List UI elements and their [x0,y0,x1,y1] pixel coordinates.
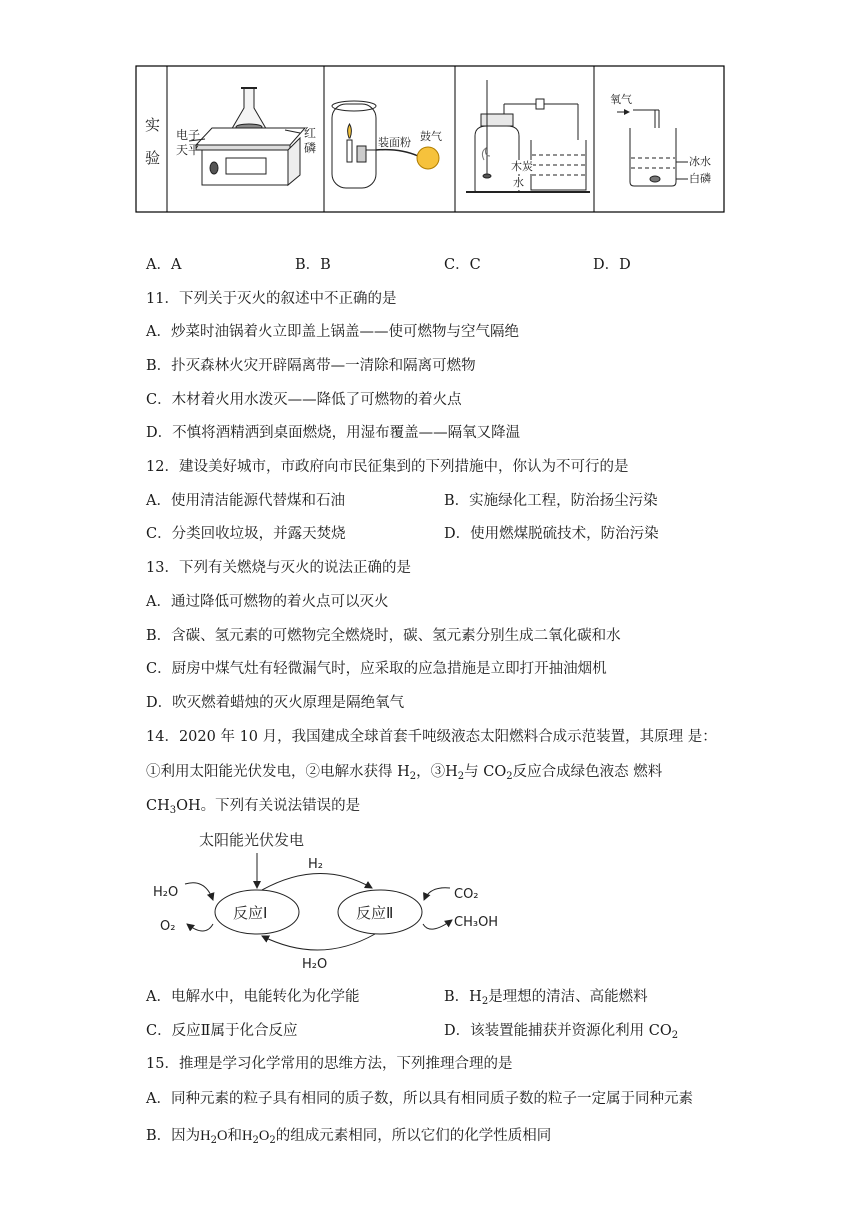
table-row-label: 验 [145,149,161,167]
q14-option-a[interactable]: A．电解水中，电能转化为化学能 [146,989,360,1005]
q13-stem: 13．下列有关燃烧与灭火的说法正确的是 [146,560,411,576]
q10-option-a[interactable]: A．A [146,257,182,273]
red-phosphorus-label: 磷 [304,141,317,155]
water-label: 水 [513,176,524,189]
balance-apparatus-figure [189,88,305,185]
q15-option-a[interactable]: A．同种元素的粒子具有相同的质子数，所以具有相同质子数的粒子一定属于同种元素 [146,1091,693,1107]
q13-option-b[interactable]: B．含碳、氢元素的可燃物完全燃烧时，碳、氢元素分别生成二氧化碳和水 [146,628,621,644]
q14-option-b[interactable]: B．$H_2$是理想的清洁、高能燃料 [444,989,648,1007]
q12-option-d[interactable]: D．使用燃煤脱硫技术，防治污染 [444,526,659,542]
balance-label: 电子 [176,128,201,142]
q15-option-b[interactable]: B．因为$H_2O$和$H_2O_2$的组成元素相同，所以它们的化学性质相同 [146,1128,552,1146]
q12-option-c[interactable]: C．分类回收垃圾，并露天焚烧 [146,526,346,542]
table-row-label: 实 [145,116,161,134]
diagram-h2-label: H₂ [308,857,323,872]
q14-option-d[interactable]: D．该装置能捕获并资源化利用 $CO_2$ [444,1023,679,1041]
q14-stem-line1: 14．2020 年 10 月，我国建成全球首套千吨级液态太阳燃料合成示范装置，其原理 是： [146,729,717,745]
q11-stem: 11．下列关于灭火的叙述中不正确的是 [146,291,397,307]
experiment-table [0,0,860,220]
diagram-reaction1: 反应Ⅰ [233,904,268,922]
phosphorus-icewater-figure [617,110,688,186]
q14-stem-line3: $CH_3OH$。下列有关说法错误的是 [146,798,361,816]
q15-stem: 15．推理是学习化学常用的思维方法，下列推理合理的是 [146,1056,513,1072]
ice-water-label: 冰水 [689,155,711,168]
q12-option-b[interactable]: B．实施绿化工程，防治扬尘污染 [444,493,658,509]
q10-option-c[interactable]: C．C [444,257,481,273]
charcoal-label: 木炭 [511,160,533,173]
balance-label: 天平 [176,143,201,157]
white-phosphorus-label: 白磷 [689,172,711,185]
q14-stem-line2: ①利用太阳能光伏发电，②电解水获得 $H_2$，$③H_2$与 $CO_2$反应合成绿色液态 燃料 [146,764,663,782]
diagram-co2-label: CO₂ [454,887,479,902]
diagram-o2-label: O₂ [160,919,176,934]
q13-option-d[interactable]: D．吹灭燃着蜡烛的灭火原理是隔绝氧气 [146,695,405,711]
q10-option-b[interactable]: B．B [295,257,331,273]
diagram-ch3oh-label: CH₃OH [454,915,499,930]
q12-option-a[interactable]: A．使用清洁能源代替煤和石油 [146,493,345,509]
q13-option-c[interactable]: C．厨房中煤气灶有轻微漏气时，应采取的应急措施是立即打开抽油烟机 [146,661,607,677]
solar-fuel-diagram [0,820,860,980]
q11-option-c[interactable]: C．木材着火用水泼灭——降低了可燃物的着火点 [146,392,462,408]
oxygen-label: 氧气 [610,93,632,106]
q13-option-a[interactable]: A．通过降低可燃物的着火点可以灭火 [146,594,389,610]
q14-option-c[interactable]: C．反应Ⅱ属于化合反应 [146,1023,298,1039]
flour-label: 装面粉 [378,136,411,149]
diagram-h2o-in-label: H₂O [153,885,179,900]
red-phosphorus-label: 红 [304,126,317,140]
q11-option-a[interactable]: A．炒菜时油锅着火立即盖上锅盖——使可燃物与空气隔绝 [146,324,519,340]
charcoal-combustion-figure [466,80,590,192]
q11-option-d[interactable]: D．不慎将酒精洒到桌面燃烧，用湿布覆盖——隔氧又降温 [146,425,521,441]
diagram-reaction2: 反应Ⅱ [356,904,394,922]
q12-stem: 12．建设美好城市，市政府向市民征集到的下列措施中，你认为不可行的是 [146,459,629,475]
bellows-label: 鼓气 [420,130,442,143]
diagram-solar-label: 太阳能光伏发电 [199,831,305,849]
diagram-h2o-back-label: H₂O [302,957,328,972]
q10-option-d[interactable]: D．D [593,257,631,273]
q11-option-b[interactable]: B．扑灭森林火灾开辟隔离带—一清除和隔离可燃物 [146,358,476,374]
